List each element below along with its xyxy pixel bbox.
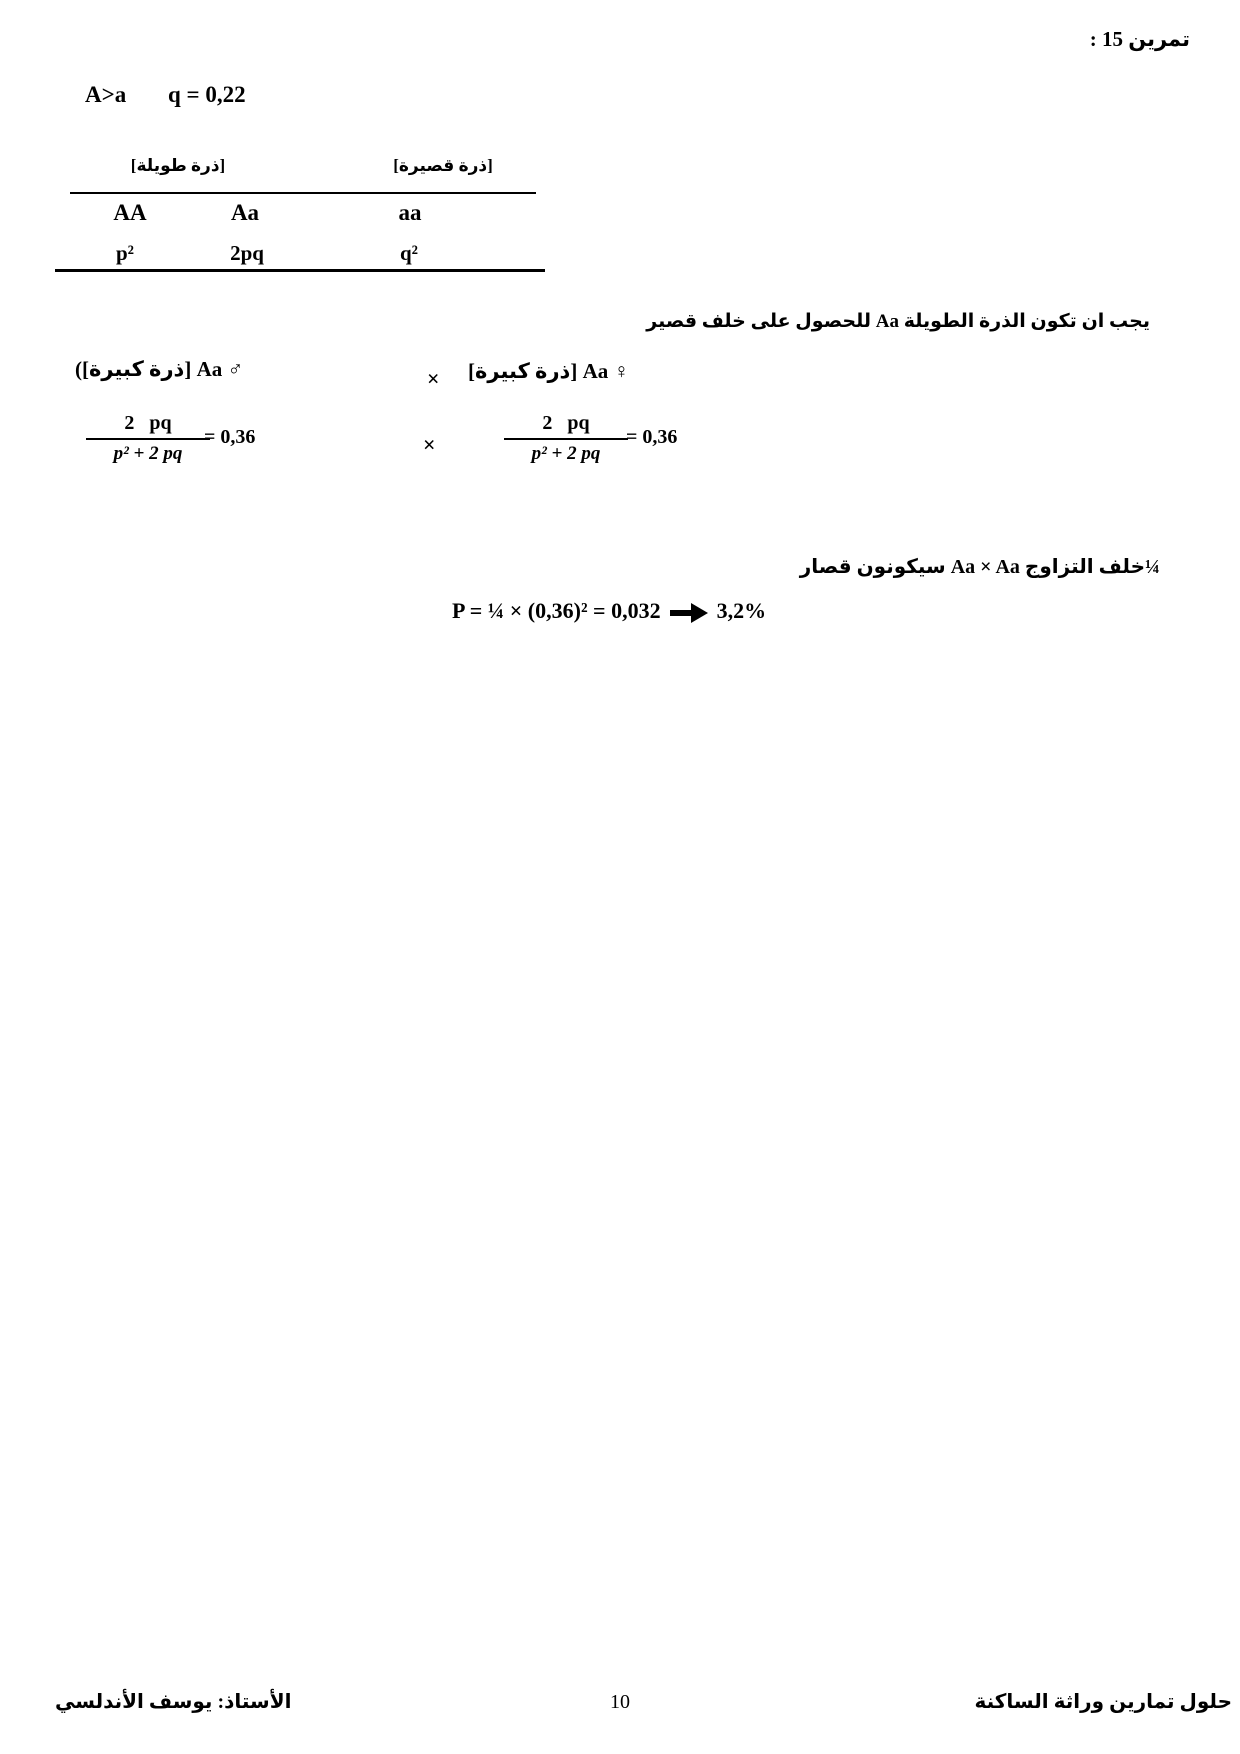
dominance-relation: A>a	[85, 82, 127, 107]
exercise-title: تمرين 15 :	[1089, 27, 1190, 51]
table-rule-bottom	[55, 269, 545, 272]
multiplication-sign: ×	[423, 432, 436, 457]
fraction-result-right: = 0,36	[626, 426, 678, 448]
fraction-numerator: 2 pq	[86, 412, 210, 440]
genotype-cell: aa	[398, 200, 422, 225]
probability-formula: P = ¼ × (0,36)² = 0,032	[452, 598, 661, 623]
probability-result: 3,2%	[716, 598, 767, 623]
arrow-right-icon	[670, 603, 708, 623]
fraction-denominator: p² + 2 pq	[113, 443, 183, 464]
footer-page-number: 10	[610, 1691, 630, 1713]
conclusion-line: ¼خلف التزاوج Aa × Aa سيكونون قصار	[799, 556, 1160, 578]
footer-doc-title: حلول تمارين وراثة الساكنة	[974, 1691, 1232, 1713]
q-value: q = 0,22	[168, 82, 246, 107]
female-parent: ♀ Aa [ذرة كبيرة]	[468, 359, 630, 383]
table-rule-top	[70, 192, 536, 194]
footer-author: الأستاذ: يوسف الأندلسي	[55, 1691, 292, 1713]
table-header-long-ear: [ذرة طويلة]	[130, 156, 226, 175]
frequency-cell: p²	[116, 241, 134, 265]
fraction-left	[86, 412, 210, 465]
genotype-cell: Aa	[230, 200, 260, 225]
frequency-cell: 2pq	[230, 241, 264, 265]
fraction-result-left: = 0,36	[204, 426, 256, 448]
multiplication-sign: ×	[427, 366, 440, 391]
statement-line: يجب ان تكون الذرة الطويلة Aa للحصول على خلف قصير	[646, 311, 1150, 332]
fraction-right	[504, 412, 628, 465]
fraction-denominator: p² + 2 pq	[531, 443, 601, 464]
male-parent: ♂ Aa [ذرة كبيرة])	[75, 357, 244, 381]
table-header-short-ear: [ذرة قصيرة]	[393, 156, 493, 175]
frequency-cell: q²	[400, 241, 418, 265]
fraction-numerator: 2 pq	[504, 412, 628, 440]
genotype-cell: AA	[113, 200, 147, 225]
probability-line	[452, 598, 766, 624]
